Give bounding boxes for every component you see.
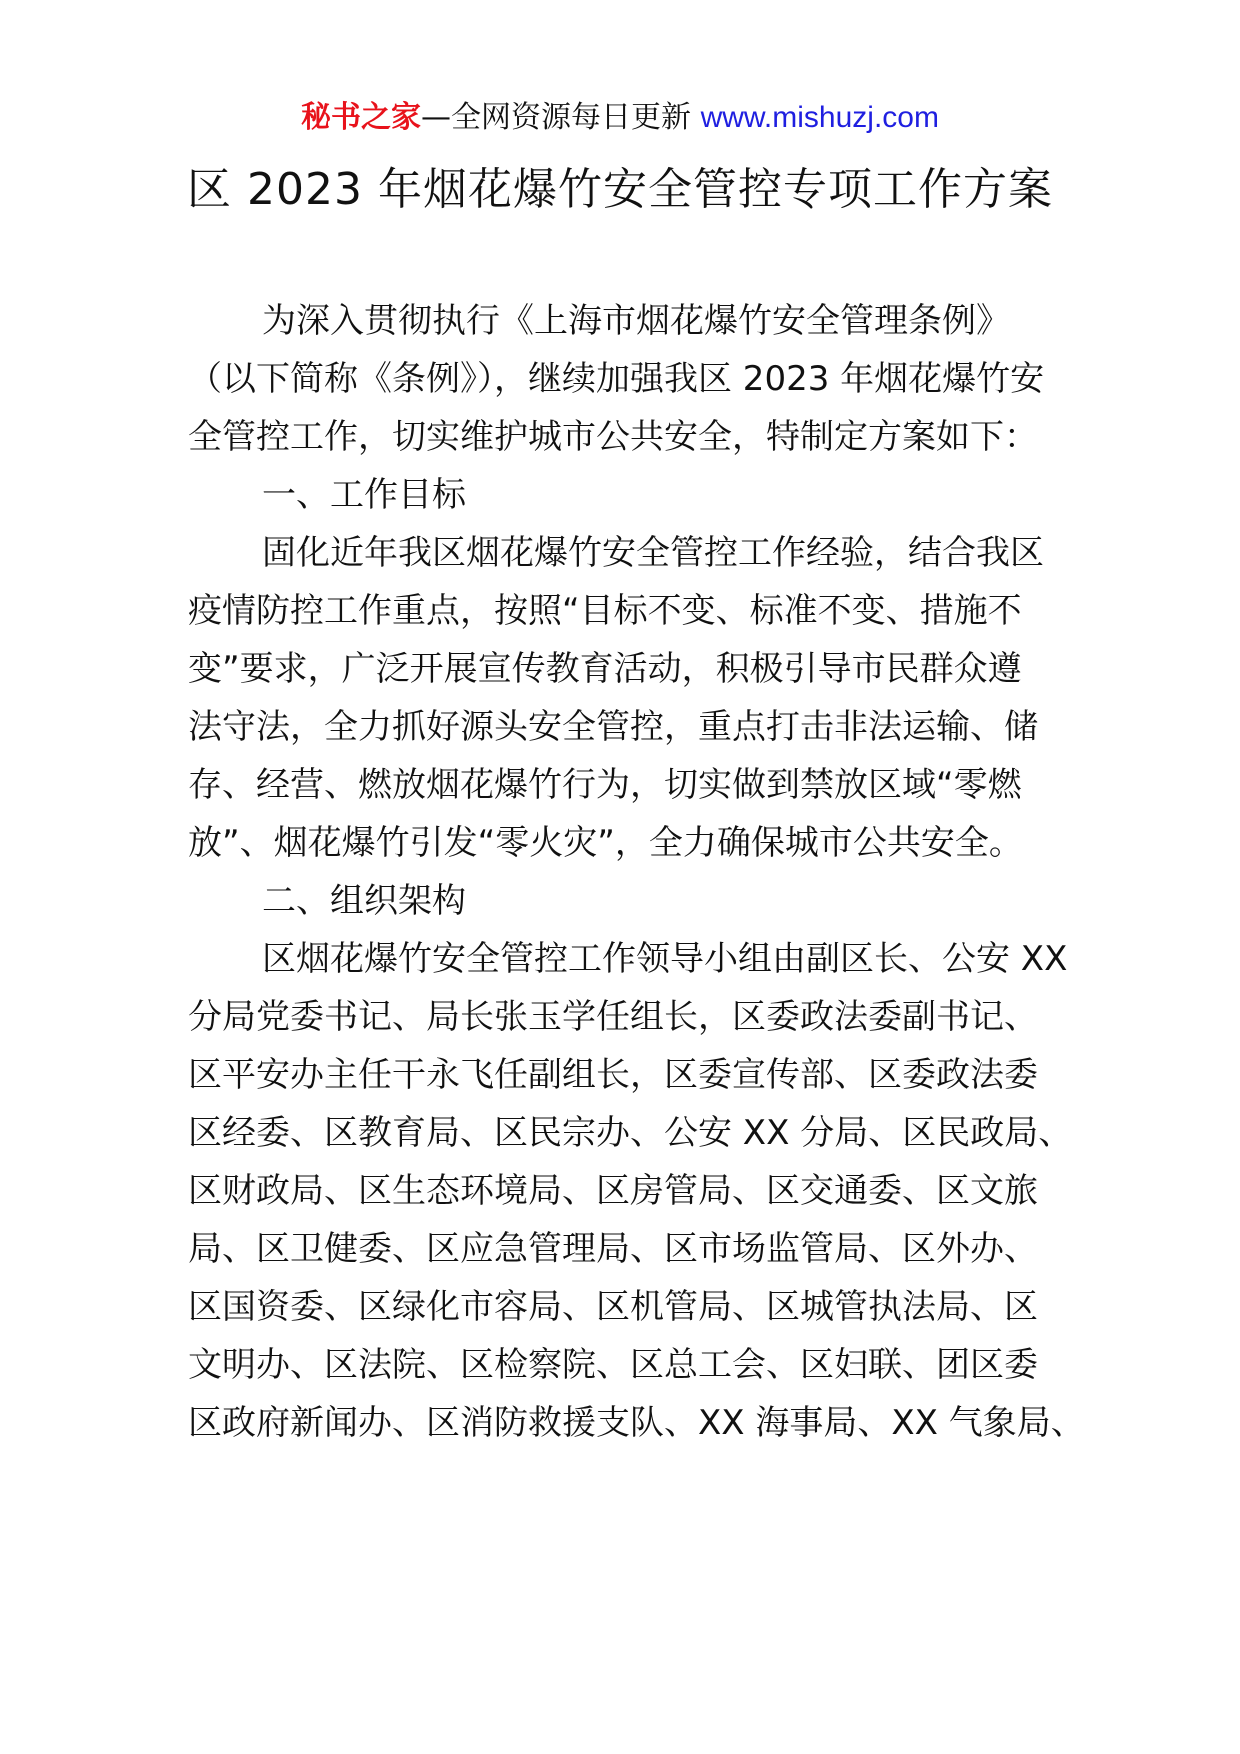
document-title: 区 2023 年烟花爆竹安全管控专项工作方案 (187, 164, 1053, 215)
paragraph-line: 分局党委书记、局长张玉学任组长，区委政法委副书记、 (188, 997, 1038, 1037)
paragraph-line: （以下简称《条例》），继续加强我区 2023 年烟花爆竹安 (188, 359, 1045, 399)
section-heading: 一、工作目标 (262, 475, 466, 515)
paragraph-line: 区平安办主任干永飞任副组长，区委宣传部、区委政法委 (188, 1055, 1038, 1095)
site-url-link[interactable]: www.mishuzj.com (700, 101, 939, 134)
section-heading: 二、组织架构 (262, 881, 466, 921)
paragraph-line: 变”要求，广泛开展宣传教育活动，积极引导市民群众遵 (188, 649, 1022, 689)
paragraph-line: 存、经营、燃放烟花爆竹行为，切实做到禁放区域“零燃 (188, 765, 1022, 805)
paragraph-line: 文明办、区法院、区检察院、区总工会、区妇联、团区委 (188, 1345, 1038, 1385)
paragraph-line: 放”、烟花爆竹引发“零火灾”，全力确保城市公共安全。 (188, 823, 1023, 863)
header-tagline: —全网资源每日更新 (421, 100, 701, 135)
paragraph-line: 全管控工作，切实维护城市公共安全，特制定方案如下： (188, 417, 1038, 457)
paragraph-line: 固化近年我区烟花爆竹安全管控工作经验，结合我区 (262, 533, 1044, 573)
paragraph-line: 区国资委、区绿化市容局、区机管局、区城管执法局、区 (188, 1287, 1038, 1327)
paragraph-line: 为深入贯彻执行《上海市烟花爆竹安全管理条例》 (262, 301, 1010, 341)
paragraph-line: 区政府新闻办、区消防救援支队、XX 海事局、XX 气象局、 (188, 1403, 1085, 1443)
paragraph-line: 疫情防控工作重点，按照“目标不变、标准不变、措施不 (188, 591, 1022, 631)
paragraph-line: 区烟花爆竹安全管控工作领导小组由副区长、公安 XX (262, 939, 1068, 979)
paragraph-line: 局、区卫健委、区应急管理局、区市场监管局、区外办、 (188, 1229, 1038, 1269)
site-header (0, 98, 1240, 138)
paragraph-line: 区经委、区教育局、区民宗办、公安 XX 分局、区民政局、 (188, 1113, 1073, 1153)
paragraph-line: 区财政局、区生态环境局、区房管局、区交通委、区文旅 (188, 1171, 1038, 1211)
paragraph-line: 法守法，全力抓好源头安全管控，重点打击非法运输、储 (188, 707, 1038, 747)
brand-name: 秘书之家 (301, 100, 422, 135)
